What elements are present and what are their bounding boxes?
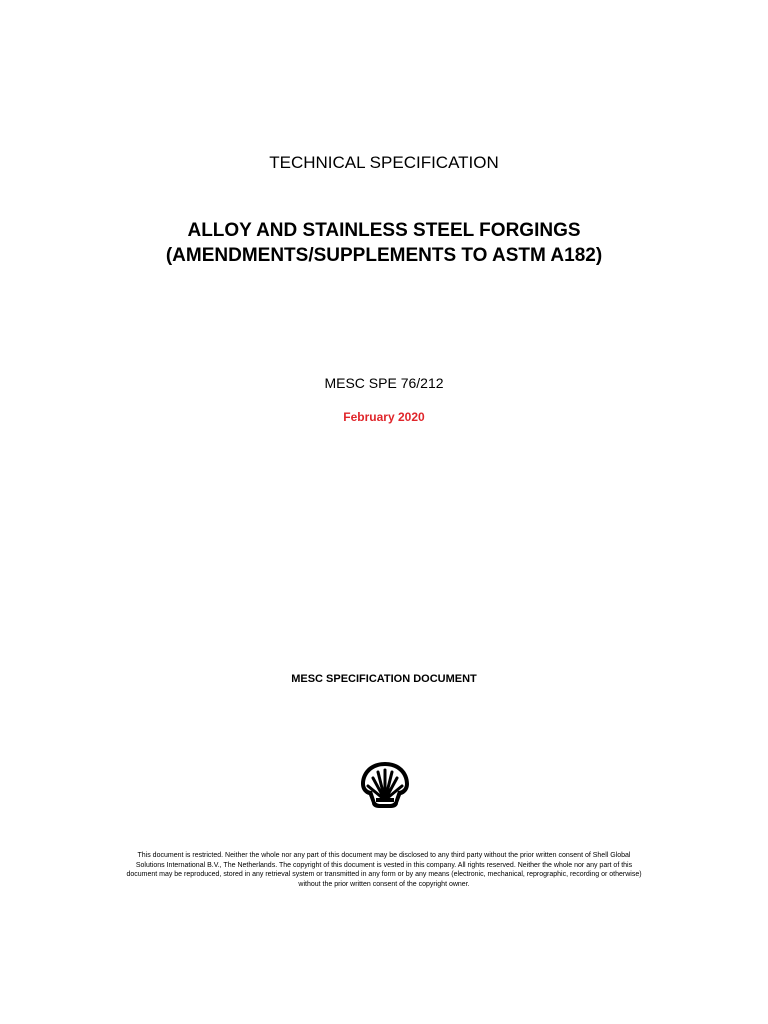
document-code: MESC SPE 76/212 xyxy=(324,375,444,391)
shell-pecten-logo-icon xyxy=(359,760,411,810)
disclaimer-line-1: This document is restricted. Neither the whole nor any part of this document may be disclosed to any third party without the prior written consent of Shell Global xyxy=(137,852,631,859)
document-date: February 2020 xyxy=(343,410,425,424)
document-title xyxy=(0,218,768,268)
disclaimer-line-2: Solutions International B.V., The Netherlands. The copyright of this document is vested in this company. All rights reserved. Neither the whole nor any part of this xyxy=(135,861,633,869)
disclaimer-line-4: without the prior written consent of the copyright owner. xyxy=(298,880,470,888)
document-title-line-2: (AMENDMENTS/SUPPLEMENTS TO ASTM A182) xyxy=(165,245,603,266)
document-title-line-1: ALLOY AND STAINLESS STEEL FORGINGS xyxy=(187,220,581,241)
disclaimer-line-3: document may be reproduced, stored in any retrieval system or transmitted in any form or by any means (electronic, mechanical, reprographic, recording or otherwise) xyxy=(126,871,642,878)
document-classification: MESC SPECIFICATION DOCUMENT xyxy=(291,673,477,685)
disclaimer xyxy=(0,851,768,889)
document-type-label: TECHNICAL SPECIFICATION xyxy=(269,153,499,172)
